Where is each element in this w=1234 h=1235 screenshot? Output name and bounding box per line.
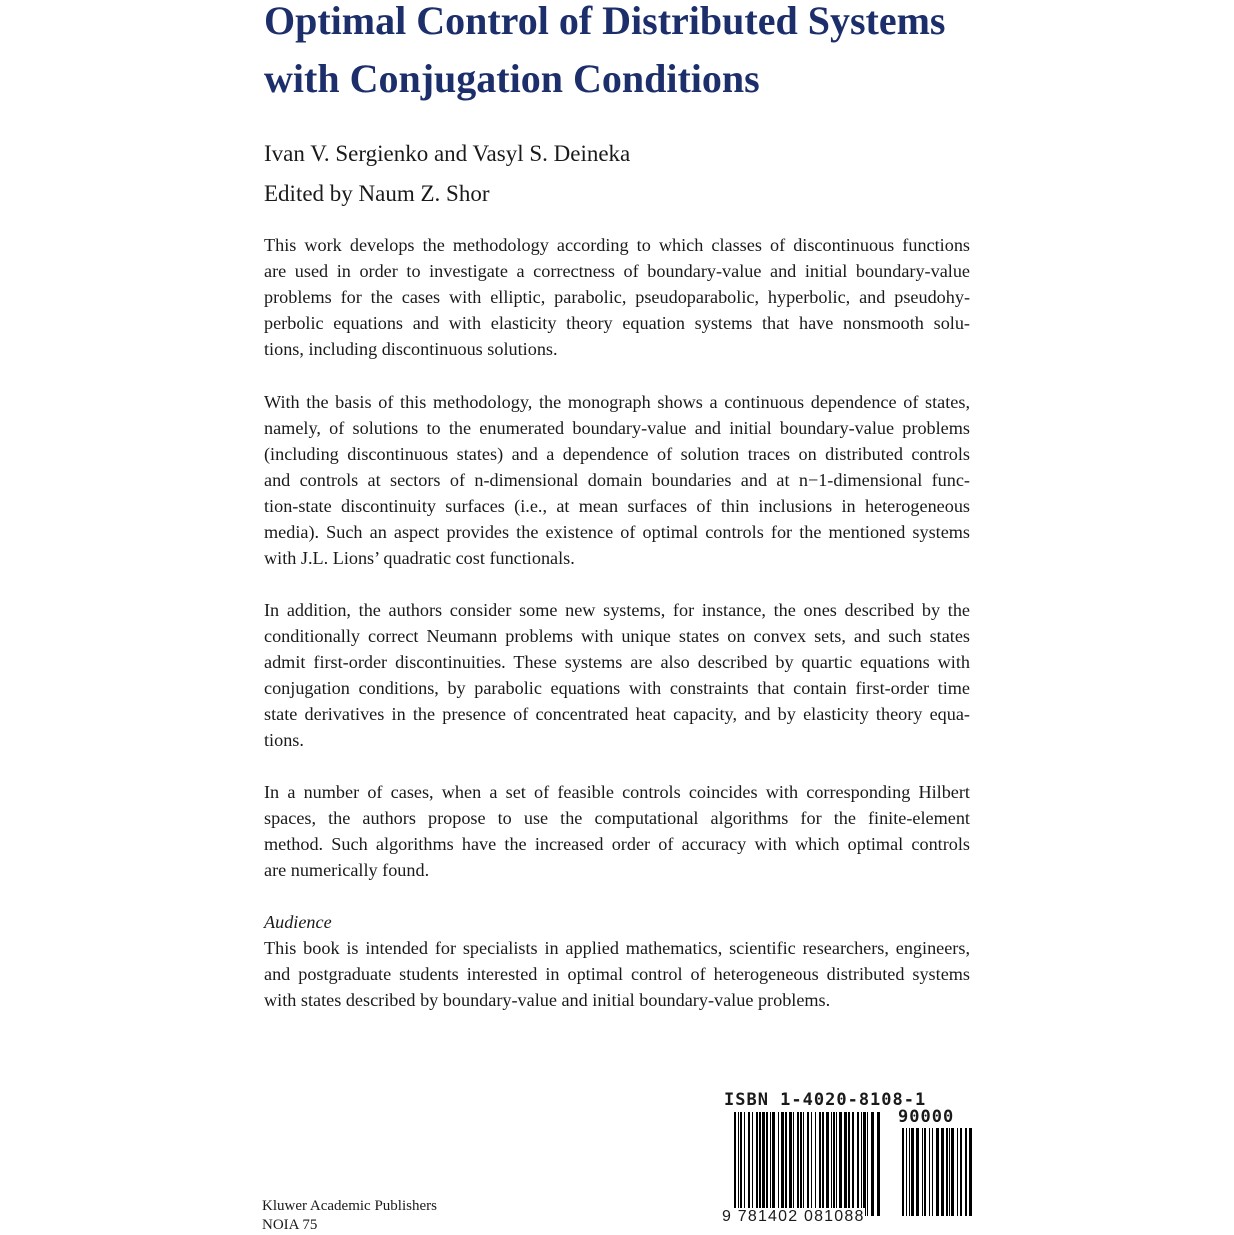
book-title-line-2: with Conjugation Conditions — [264, 56, 760, 101]
barcode-bar — [781, 1112, 784, 1216]
barcode-bar — [822, 1112, 824, 1216]
barcode-bar — [911, 1128, 914, 1216]
barcode-bar — [793, 1112, 794, 1216]
barcode-bar — [957, 1128, 958, 1216]
publisher-name: Kluwer Academic Publishers — [262, 1198, 437, 1214]
barcode-bar — [871, 1112, 874, 1216]
barcode-bar — [852, 1112, 854, 1216]
barcode-bar — [867, 1112, 868, 1216]
audience-heading: Audience — [264, 912, 332, 932]
p2-line: With the basis of this methodology, the monograph shows a continuous dependence of states, — [264, 392, 970, 412]
barcode-bar — [932, 1128, 933, 1216]
barcode-bar — [906, 1128, 907, 1216]
barcode-bar — [951, 1128, 954, 1216]
barcode-bar — [857, 1112, 859, 1216]
barcode-bar — [848, 1112, 850, 1216]
description-paragraph-4 — [264, 779, 970, 883]
barcode-bar — [807, 1112, 809, 1216]
barcode-bar — [941, 1128, 944, 1216]
barcode-bar — [744, 1112, 745, 1216]
barcode-bar — [902, 1128, 904, 1216]
p2-line: (including discontinuous states) and a dependence of solution traces on distributed controls — [264, 444, 970, 464]
p2-line: media). Such an aspect provides the existence of optimal controls for the mentioned systems — [264, 522, 970, 542]
p3-line: In addition, the authors consider some new systems, for instance, the ones described by the — [264, 600, 970, 620]
barcode-bar — [877, 1112, 880, 1216]
description-paragraph-2 — [264, 389, 970, 571]
barcode-bar — [863, 1112, 866, 1216]
barcode-bar — [960, 1128, 962, 1216]
barcode-bar — [762, 1112, 765, 1216]
barcode-bar — [778, 1112, 779, 1216]
barcode-bar — [969, 1128, 972, 1216]
p3-line: conditionally correct Neumann problems with unique states on convex sets, and such states — [264, 626, 970, 646]
barcode-bar — [785, 1112, 787, 1216]
audience-paragraph — [264, 935, 970, 1013]
barcode-addon-digits: 90000 — [898, 1107, 955, 1127]
barcode-bar — [748, 1112, 750, 1216]
p3-line: state derivatives in the presence of concentrated heat capacity, and by elasticity theory equa- — [264, 704, 970, 724]
barcode-bar — [772, 1112, 775, 1216]
p1-line: perbolic equations and with elasticity theory equation systems that have nonsmooth solu- — [264, 313, 970, 333]
barcode-bar — [756, 1112, 758, 1216]
authors: Ivan V. Sergienko and Vasyl S. Deineka — [264, 141, 631, 166]
description-paragraph-3 — [264, 597, 970, 753]
barcode-bar — [819, 1112, 821, 1216]
barcode-bar — [831, 1112, 832, 1216]
p3-line: tions. — [264, 730, 304, 750]
book-title — [264, 0, 984, 108]
audience-line: with states described by boundary-value and initial boundary-value problems. — [264, 990, 831, 1010]
barcode-bar — [770, 1112, 771, 1216]
description-paragraph-1 — [264, 232, 970, 362]
barcode-bar — [861, 1112, 862, 1216]
barcode-bar — [740, 1112, 742, 1216]
barcode-bar — [922, 1128, 923, 1216]
barcode-bar — [826, 1112, 829, 1216]
p1-line: are used in order to investigate a correctness of boundary-value and initial boundary-value — [264, 261, 970, 281]
barcode-bar — [929, 1128, 930, 1216]
barcode-bar — [811, 1112, 812, 1216]
barcode-bar — [803, 1112, 804, 1216]
p1-line: This work develops the methodology according to which classes of discontinuous functions — [264, 235, 970, 255]
barcode-bar — [909, 1128, 910, 1216]
barcode-bar — [738, 1112, 739, 1216]
ean-digits: 9 781402 081088 — [722, 1208, 865, 1225]
barcode-bar — [833, 1112, 835, 1216]
barcode-bar — [797, 1112, 799, 1216]
p2-line: and controls at sectors of n-dimensional domain boundaries and at n−1-dimensional func- — [264, 470, 970, 490]
book-title-line-1: Optimal Control of Distributed Systems — [264, 0, 946, 43]
barcode-bar — [844, 1112, 847, 1216]
barcode-bar — [946, 1128, 948, 1216]
barcode-bar — [800, 1112, 802, 1216]
barcode-bar — [916, 1128, 919, 1216]
p2-line: tion-state discontinuity surfaces (i.e., at mean surfaces of thin inclusions in heterogeneous — [264, 496, 970, 516]
addon-barcode-bars — [902, 1128, 972, 1216]
barcode-bar — [839, 1112, 842, 1216]
barcode-bar — [949, 1128, 950, 1216]
barcode-bar — [965, 1128, 967, 1216]
barcode-bar — [752, 1112, 753, 1216]
p1-line: problems for the cases with elliptic, parabolic, pseudoparabolic, hyperbolic, and pseudohy- — [264, 287, 970, 307]
barcode-bar — [789, 1112, 792, 1216]
p2-line: namely, of solutions to the enumerated boundary-value and initial boundary-value problems — [264, 418, 970, 438]
p1-line: tions, including discontinuous solutions. — [264, 339, 558, 359]
p3-line: admit first-order discontinuities. These systems are also described by quartic equations with — [264, 652, 970, 672]
series-number: NOIA 75 — [262, 1217, 318, 1233]
barcode-bar — [836, 1112, 837, 1216]
ean-barcode-bars — [734, 1112, 880, 1216]
p3-line: conjugation conditions, by parabolic equations with constraints that contain first-order time — [264, 678, 970, 698]
barcode-bar — [766, 1112, 768, 1216]
barcode-bar — [924, 1128, 926, 1216]
p4-line: are numerically found. — [264, 860, 430, 880]
isbn-number: ISBN 1-4020-8108-1 — [724, 1090, 927, 1110]
publisher-imprint — [262, 1197, 437, 1235]
barcode-bar — [734, 1112, 736, 1216]
barcode-bar — [759, 1112, 761, 1216]
audience-line: This book is intended for specialists in applied mathematics, scientific researchers, engineers, — [264, 938, 970, 958]
barcode-bar — [815, 1112, 816, 1216]
audience-line: and postgraduate students interested in optimal control of heterogeneous distributed systems — [264, 964, 970, 984]
barcode-bar — [936, 1128, 939, 1216]
p2-line: with J.L. Lions’ quadratic cost functionals. — [264, 548, 575, 568]
p4-line: In a number of cases, when a set of feasible controls coincides with corresponding Hilbert — [264, 782, 970, 802]
editor: Edited by Naum Z. Shor — [264, 181, 490, 206]
p4-line: spaces, the authors propose to use the computational algorithms for the finite-element — [264, 808, 970, 828]
p4-line: method. Such algorithms have the increased order of accuracy with which optimal controls — [264, 834, 970, 854]
isbn-barcode-block — [722, 1090, 972, 1234]
